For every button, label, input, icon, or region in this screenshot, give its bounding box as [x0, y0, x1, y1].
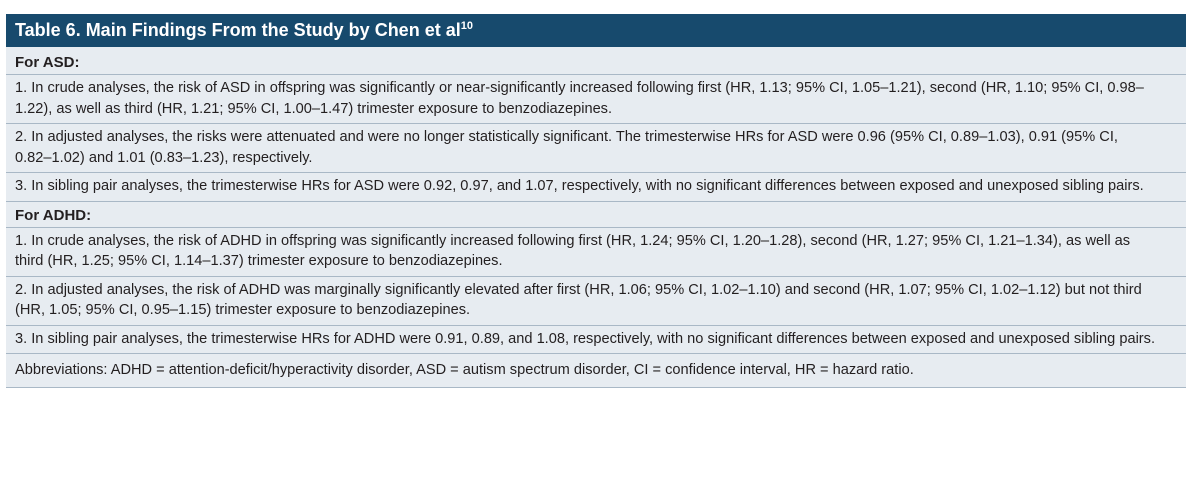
- asd-finding-3: [6, 173, 1186, 202]
- findings-table: [6, 14, 1186, 388]
- finding-text: In sibling pair analyses, the trimesterwise HRs for ASD were 0.92, 0.97, and 1.07, respectively, with no significant differences between exposed and unexposed sibling pairs.: [31, 178, 1144, 194]
- finding-number: 2.: [15, 129, 28, 145]
- reference-superscript: 10: [460, 20, 473, 32]
- asd-finding-1: [6, 75, 1186, 124]
- abbreviations-footnote: Abbreviations: ADHD = attention-deficit/hyperactivity disorder, ASD = autism spectrum disorder, CI = confidence interval, HR = hazard ratio.: [6, 354, 1186, 388]
- finding-text: In crude analyses, the risk of ASD in offspring was significantly or near-significantly increased following first (HR, 1.13; 95% CI, 1.05–1.21), second (HR, 1.10; 95% CI, 0.98–1.22), as well as third (HR, 1.21; 95% CI, 1.00–1.47) trimester exposure to benzodiazepines.: [15, 80, 1144, 117]
- asd-finding-2: [6, 124, 1186, 173]
- finding-number: 3.: [15, 330, 28, 347]
- finding-text: In sibling pair analyses, the trimesterwise HRs for ADHD were 0.91, 0.89, and 1.08, respectively, with no significant differences between exposed and unexposed sibling pairs.: [31, 330, 1156, 347]
- adhd-finding-2: [6, 277, 1186, 326]
- adhd-finding-1: [6, 228, 1186, 277]
- finding-text: In adjusted analyses, the risks were attenuated and were no longer statistically significant. The trimesterwise HRs for ASD were 0.96 (95% CI, 0.89–1.03), 0.91 (95% CI, 0.82–1.02) and 1.01 (0.83–1.23), respectively.: [15, 129, 1118, 166]
- table-title: Table 6. Main Findings From the Study by Chen et al: [15, 20, 461, 40]
- table-title-bar: [6, 14, 1186, 47]
- finding-number: 3.: [15, 178, 28, 194]
- finding-number: 1.: [15, 80, 28, 96]
- finding-text: In crude analyses, the risk of ADHD in offspring was significantly increased following first (HR, 1.24; 95% CI, 1.20–1.28), second (HR, 1.27; 95% CI, 1.21–1.34), as well as third (HR, 1.25; 95% CI, 1.14–1.37) trimester exposure to benzodiazepines.: [15, 232, 1131, 269]
- adhd-finding-3: [6, 326, 1186, 355]
- section-heading-asd: For ASD:: [6, 47, 1186, 75]
- finding-text: In adjusted analyses, the risk of ADHD was marginally significantly elevated after first (HR, 1.06; 95% CI, 1.02–1.10) and second (HR, 1.07; 95% CI, 1.02–1.12) but not third (HR, 1.05; 95% CI, 0.95–1.15) trimester exposure to benzodiazepines.: [15, 281, 1142, 318]
- finding-number: 1.: [15, 232, 28, 249]
- section-heading-adhd: For ADHD:: [6, 202, 1186, 228]
- finding-number: 2.: [15, 281, 28, 298]
